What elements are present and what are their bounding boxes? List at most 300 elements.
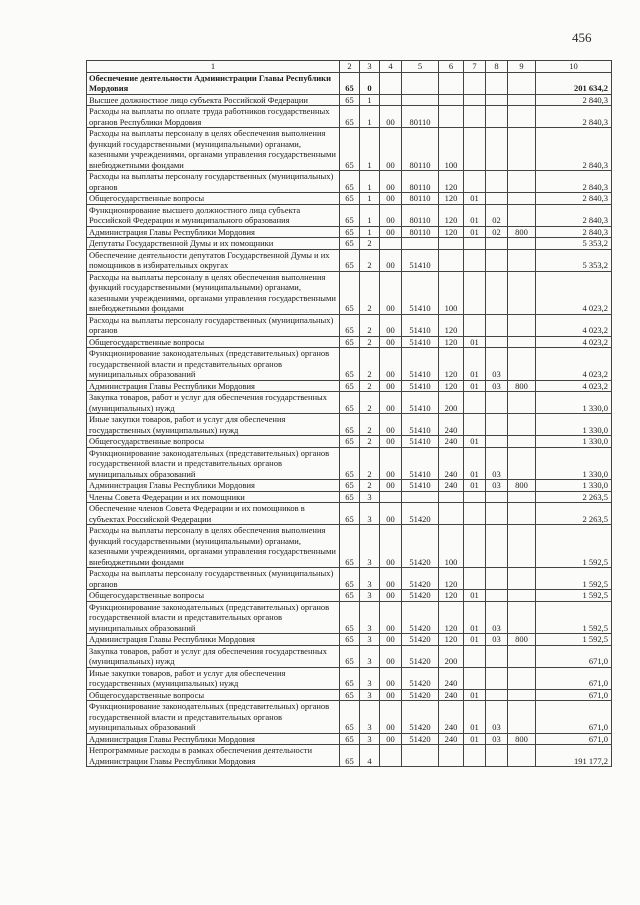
code-cell: 80110 xyxy=(402,171,439,193)
code-cell: 00 xyxy=(380,380,402,392)
code-cell: 03 xyxy=(486,480,508,492)
code-cell: 00 xyxy=(380,314,402,336)
code-cell: 3 xyxy=(360,590,380,602)
code-cell: 00 xyxy=(380,689,402,701)
code-cell: 65 xyxy=(340,392,360,414)
amount-cell: 1 330,0 xyxy=(536,436,612,448)
code-cell: 65 xyxy=(340,590,360,602)
code-cell: 01 xyxy=(464,193,486,205)
code-cell xyxy=(508,249,536,271)
code-cell: 65 xyxy=(340,667,360,689)
code-cell: 2 xyxy=(360,314,380,336)
code-cell xyxy=(464,271,486,314)
header-cell: 7 xyxy=(464,61,486,73)
page-number: 456 xyxy=(572,30,592,45)
code-cell: 00 xyxy=(380,568,402,590)
code-cell: 02 xyxy=(486,204,508,226)
code-cell: 65 xyxy=(340,436,360,448)
header-cell: 1 xyxy=(87,61,340,73)
amount-cell: 1 592,5 xyxy=(536,525,612,568)
code-cell xyxy=(439,94,464,106)
code-cell: 51410 xyxy=(402,348,439,381)
code-cell xyxy=(464,392,486,414)
code-cell: 00 xyxy=(380,249,402,271)
row-name: Члены Совета Федерации и их помощники xyxy=(87,491,340,503)
code-cell: 01 xyxy=(464,348,486,381)
code-cell xyxy=(508,667,536,689)
row-name: Администрация Главы Республики Мордовия xyxy=(87,226,340,238)
code-cell xyxy=(439,745,464,767)
code-cell: 00 xyxy=(380,525,402,568)
code-cell: 51410 xyxy=(402,414,439,436)
code-cell: 51420 xyxy=(402,568,439,590)
code-cell: 65 xyxy=(340,733,360,745)
code-cell: 65 xyxy=(340,271,360,314)
code-cell: 1 xyxy=(360,171,380,193)
code-cell: 51410 xyxy=(402,314,439,336)
code-cell: 51420 xyxy=(402,701,439,734)
code-cell: 01 xyxy=(464,601,486,634)
code-cell xyxy=(486,568,508,590)
table-row xyxy=(87,249,612,271)
code-cell xyxy=(464,503,486,525)
code-cell: 51420 xyxy=(402,590,439,602)
code-cell: 3 xyxy=(360,689,380,701)
code-cell: 00 xyxy=(380,226,402,238)
code-cell xyxy=(486,745,508,767)
code-cell: 01 xyxy=(464,701,486,734)
code-cell: 51410 xyxy=(402,392,439,414)
code-cell: 3 xyxy=(360,634,380,646)
code-cell xyxy=(464,667,486,689)
table-row xyxy=(87,348,612,381)
code-cell: 65 xyxy=(340,238,360,250)
table-row xyxy=(87,128,612,171)
table-row xyxy=(87,314,612,336)
code-cell: 2 xyxy=(360,392,380,414)
code-cell: 1 xyxy=(360,226,380,238)
code-cell: 1 xyxy=(360,193,380,205)
code-cell: 80110 xyxy=(402,128,439,171)
code-cell: 65 xyxy=(340,503,360,525)
row-name: Непрограммные расходы в рамках обеспечения деятельности Администрации Главы Республики Мордовия xyxy=(87,745,340,767)
code-cell: 120 xyxy=(439,171,464,193)
code-cell: 800 xyxy=(508,733,536,745)
row-name: Функционирование законодательных (представительных) органов государственной власти и представительных органов муниципальных образований xyxy=(87,447,340,480)
code-cell xyxy=(464,745,486,767)
code-cell xyxy=(508,689,536,701)
code-cell xyxy=(508,94,536,106)
code-cell xyxy=(402,491,439,503)
amount-cell: 2 840,3 xyxy=(536,204,612,226)
code-cell: 2 xyxy=(360,447,380,480)
code-cell xyxy=(508,414,536,436)
code-cell xyxy=(486,689,508,701)
code-cell: 120 xyxy=(439,314,464,336)
code-cell: 01 xyxy=(464,733,486,745)
code-cell: 800 xyxy=(508,480,536,492)
code-cell: 01 xyxy=(464,436,486,448)
code-cell: 03 xyxy=(486,601,508,634)
code-cell: 01 xyxy=(464,226,486,238)
code-cell: 240 xyxy=(439,447,464,480)
code-cell: 120 xyxy=(439,601,464,634)
code-cell xyxy=(486,128,508,171)
table-row xyxy=(87,568,612,590)
code-cell: 65 xyxy=(340,745,360,767)
code-cell: 01 xyxy=(464,689,486,701)
header-cell: 9 xyxy=(508,61,536,73)
code-cell xyxy=(486,171,508,193)
code-cell: 00 xyxy=(380,414,402,436)
row-name: Расходы на выплаты персоналу государственных (муниципальных) органов xyxy=(87,171,340,193)
code-cell xyxy=(464,94,486,106)
code-cell xyxy=(486,392,508,414)
code-cell: 240 xyxy=(439,701,464,734)
code-cell: 3 xyxy=(360,503,380,525)
table-row xyxy=(87,436,612,448)
amount-cell: 671,0 xyxy=(536,701,612,734)
code-cell: 2 xyxy=(360,249,380,271)
amount-cell: 1 592,5 xyxy=(536,590,612,602)
code-cell xyxy=(486,645,508,667)
amount-cell: 191 177,2 xyxy=(536,745,612,767)
row-name: Обеспечение деятельности Администрации Главы Республики Мордовия xyxy=(87,72,340,94)
code-cell xyxy=(380,72,402,94)
code-cell: 00 xyxy=(380,447,402,480)
code-cell xyxy=(464,568,486,590)
row-name: Общегосударственные вопросы xyxy=(87,193,340,205)
table-row xyxy=(87,171,612,193)
code-cell: 51410 xyxy=(402,436,439,448)
amount-cell: 4 023,2 xyxy=(536,271,612,314)
code-cell: 100 xyxy=(439,128,464,171)
code-cell xyxy=(508,590,536,602)
row-name: Администрация Главы Республики Мордовия xyxy=(87,480,340,492)
amount-cell: 1 330,0 xyxy=(536,447,612,480)
code-cell: 2 xyxy=(360,336,380,348)
code-cell: 51410 xyxy=(402,380,439,392)
code-cell: 0 xyxy=(360,72,380,94)
code-cell: 00 xyxy=(380,701,402,734)
code-cell: 65 xyxy=(340,601,360,634)
code-cell: 03 xyxy=(486,701,508,734)
code-cell: 100 xyxy=(439,271,464,314)
code-cell: 65 xyxy=(340,491,360,503)
row-name: Общегосударственные вопросы xyxy=(87,590,340,602)
code-cell: 80110 xyxy=(402,193,439,205)
table-row xyxy=(87,193,612,205)
amount-cell: 2 840,3 xyxy=(536,106,612,128)
table-row xyxy=(87,480,612,492)
code-cell: 00 xyxy=(380,590,402,602)
code-cell: 03 xyxy=(486,733,508,745)
amount-cell: 2 840,3 xyxy=(536,226,612,238)
table-row xyxy=(87,503,612,525)
code-cell: 80110 xyxy=(402,204,439,226)
code-cell: 1 xyxy=(360,128,380,171)
code-cell: 01 xyxy=(464,336,486,348)
row-name: Обеспечение деятельности депутатов Государственной Думы и их помощников в избирательных округах xyxy=(87,249,340,271)
row-name: Функционирование законодательных (представительных) органов государственной власти и представительных органов муниципальных образований xyxy=(87,701,340,734)
code-cell: 51410 xyxy=(402,480,439,492)
row-name: Администрация Главы Республики Мордовия xyxy=(87,380,340,392)
code-cell: 00 xyxy=(380,271,402,314)
code-cell xyxy=(486,238,508,250)
code-cell xyxy=(508,568,536,590)
code-cell xyxy=(439,249,464,271)
code-cell xyxy=(439,503,464,525)
code-cell: 01 xyxy=(464,380,486,392)
row-name: Общегосударственные вопросы xyxy=(87,689,340,701)
row-name: Депутаты Государственной Думы и их помощники xyxy=(87,238,340,250)
code-cell xyxy=(508,392,536,414)
code-cell: 65 xyxy=(340,249,360,271)
amount-cell: 5 353,2 xyxy=(536,238,612,250)
row-name: Администрация Главы Республики Мордовия xyxy=(87,733,340,745)
code-cell xyxy=(464,238,486,250)
code-cell xyxy=(508,491,536,503)
code-cell xyxy=(486,271,508,314)
code-cell: 00 xyxy=(380,128,402,171)
code-cell: 65 xyxy=(340,193,360,205)
table-row xyxy=(87,733,612,745)
code-cell: 51420 xyxy=(402,645,439,667)
amount-cell: 1 592,5 xyxy=(536,601,612,634)
code-cell xyxy=(508,436,536,448)
code-cell: 3 xyxy=(360,667,380,689)
code-cell xyxy=(464,128,486,171)
code-cell xyxy=(486,336,508,348)
code-cell: 3 xyxy=(360,491,380,503)
table-row xyxy=(87,226,612,238)
code-cell xyxy=(486,193,508,205)
code-cell xyxy=(508,601,536,634)
code-cell: 2 xyxy=(360,380,380,392)
code-cell: 2 xyxy=(360,348,380,381)
table-row xyxy=(87,645,612,667)
amount-cell: 1 592,5 xyxy=(536,568,612,590)
code-cell: 240 xyxy=(439,667,464,689)
code-cell xyxy=(508,72,536,94)
amount-cell: 4 023,2 xyxy=(536,380,612,392)
code-cell: 00 xyxy=(380,645,402,667)
code-cell xyxy=(508,314,536,336)
code-cell: 65 xyxy=(340,336,360,348)
code-cell: 80110 xyxy=(402,106,439,128)
code-cell: 120 xyxy=(439,568,464,590)
amount-cell: 2 840,3 xyxy=(536,171,612,193)
code-cell: 240 xyxy=(439,480,464,492)
table-row xyxy=(87,667,612,689)
code-cell xyxy=(486,525,508,568)
code-cell: 51420 xyxy=(402,503,439,525)
row-name: Расходы на выплаты персоналу в целях обеспечения выполнения функций государственными (муниципальными) органами, казенными учреждениями, органами управления государственными внебюджетными фондами xyxy=(87,128,340,171)
table-row xyxy=(87,392,612,414)
table-row xyxy=(87,204,612,226)
code-cell: 800 xyxy=(508,634,536,646)
code-cell: 80110 xyxy=(402,226,439,238)
amount-cell: 1 330,0 xyxy=(536,414,612,436)
code-cell: 65 xyxy=(340,645,360,667)
row-name: Закупка товаров, работ и услуг для обеспечения государственных (муниципальных) нужд xyxy=(87,645,340,667)
code-cell: 65 xyxy=(340,106,360,128)
code-cell: 65 xyxy=(340,348,360,381)
code-cell: 200 xyxy=(439,645,464,667)
row-name: Администрация Главы Республики Мордовия xyxy=(87,634,340,646)
code-cell xyxy=(508,238,536,250)
row-name: Расходы на выплаты персоналу государственных (муниципальных) органов xyxy=(87,568,340,590)
code-cell: 03 xyxy=(486,380,508,392)
row-name: Функционирование законодательных (представительных) органов государственной власти и представительных органов муниципальных образований xyxy=(87,348,340,381)
code-cell: 3 xyxy=(360,701,380,734)
code-cell: 65 xyxy=(340,94,360,106)
code-cell xyxy=(508,645,536,667)
code-cell xyxy=(402,238,439,250)
code-cell xyxy=(508,745,536,767)
code-cell xyxy=(464,645,486,667)
code-cell: 00 xyxy=(380,392,402,414)
code-cell xyxy=(508,193,536,205)
code-cell xyxy=(486,106,508,128)
amount-cell: 2 840,3 xyxy=(536,94,612,106)
row-name: Функционирование высшего должностного лица субъекта Российской Федерации и муниципального образования xyxy=(87,204,340,226)
code-cell: 2 xyxy=(360,238,380,250)
code-cell: 3 xyxy=(360,601,380,634)
code-cell xyxy=(508,171,536,193)
code-cell: 120 xyxy=(439,380,464,392)
amount-cell: 201 634,2 xyxy=(536,72,612,94)
code-cell: 51420 xyxy=(402,689,439,701)
code-cell: 65 xyxy=(340,525,360,568)
code-cell xyxy=(508,348,536,381)
code-cell: 120 xyxy=(439,204,464,226)
code-cell xyxy=(439,72,464,94)
row-name: Обеспечение членов Совета Федерации и их помощников в субъектах Российской Федерации xyxy=(87,503,340,525)
header-cell: 2 xyxy=(340,61,360,73)
code-cell: 800 xyxy=(508,380,536,392)
code-cell: 800 xyxy=(508,226,536,238)
code-cell: 01 xyxy=(464,634,486,646)
code-cell xyxy=(486,667,508,689)
code-cell xyxy=(380,745,402,767)
code-cell xyxy=(508,447,536,480)
code-cell: 51410 xyxy=(402,249,439,271)
code-cell: 65 xyxy=(340,128,360,171)
code-cell: 03 xyxy=(486,447,508,480)
code-cell: 00 xyxy=(380,503,402,525)
header-cell: 5 xyxy=(402,61,439,73)
code-cell: 3 xyxy=(360,525,380,568)
row-name: Расходы на выплаты персоналу государственных (муниципальных) органов xyxy=(87,314,340,336)
code-cell: 65 xyxy=(340,447,360,480)
code-cell: 120 xyxy=(439,226,464,238)
code-cell: 2 xyxy=(360,480,380,492)
table-row xyxy=(87,380,612,392)
code-cell: 51410 xyxy=(402,447,439,480)
header-row xyxy=(87,61,612,73)
table-row xyxy=(87,745,612,767)
code-cell xyxy=(508,106,536,128)
code-cell: 3 xyxy=(360,568,380,590)
row-name: Расходы на выплаты по оплате труда работников государственных органов Республики Мордовия xyxy=(87,106,340,128)
code-cell: 120 xyxy=(439,193,464,205)
code-cell: 240 xyxy=(439,689,464,701)
code-cell: 00 xyxy=(380,193,402,205)
row-name: Иные закупки товаров, работ и услуг для обеспечения государственных (муниципальных) нужд xyxy=(87,414,340,436)
code-cell xyxy=(508,336,536,348)
code-cell: 00 xyxy=(380,436,402,448)
code-cell xyxy=(464,72,486,94)
table-row xyxy=(87,238,612,250)
code-cell: 3 xyxy=(360,645,380,667)
table-body xyxy=(87,72,612,767)
code-cell: 2 xyxy=(360,436,380,448)
amount-cell: 2 263,5 xyxy=(536,503,612,525)
code-cell xyxy=(508,701,536,734)
code-cell xyxy=(380,491,402,503)
code-cell xyxy=(486,491,508,503)
code-cell: 01 xyxy=(464,447,486,480)
table-row xyxy=(87,72,612,94)
code-cell: 1 xyxy=(360,106,380,128)
code-cell: 03 xyxy=(486,348,508,381)
code-cell: 01 xyxy=(464,590,486,602)
amount-cell: 5 353,2 xyxy=(536,249,612,271)
code-cell: 00 xyxy=(380,348,402,381)
code-cell xyxy=(508,128,536,171)
code-cell xyxy=(486,503,508,525)
code-cell: 65 xyxy=(340,204,360,226)
code-cell xyxy=(402,745,439,767)
row-name: Общегосударственные вопросы xyxy=(87,436,340,448)
code-cell: 51420 xyxy=(402,733,439,745)
table-row xyxy=(87,701,612,734)
code-cell xyxy=(380,238,402,250)
code-cell: 1 xyxy=(360,204,380,226)
code-cell: 120 xyxy=(439,634,464,646)
code-cell: 01 xyxy=(464,204,486,226)
code-cell xyxy=(464,525,486,568)
table-row xyxy=(87,414,612,436)
code-cell: 00 xyxy=(380,733,402,745)
amount-cell: 671,0 xyxy=(536,733,612,745)
amount-cell: 1 330,0 xyxy=(536,480,612,492)
amount-cell: 2 840,3 xyxy=(536,193,612,205)
amount-cell: 4 023,2 xyxy=(536,348,612,381)
code-cell: 00 xyxy=(380,667,402,689)
code-cell: 65 xyxy=(340,226,360,238)
code-cell: 65 xyxy=(340,380,360,392)
code-cell: 00 xyxy=(380,634,402,646)
code-cell xyxy=(439,491,464,503)
amount-cell: 4 023,2 xyxy=(536,336,612,348)
code-cell xyxy=(508,503,536,525)
table-row xyxy=(87,491,612,503)
code-cell xyxy=(464,106,486,128)
code-cell: 200 xyxy=(439,392,464,414)
table-row xyxy=(87,634,612,646)
table-row xyxy=(87,525,612,568)
code-cell: 51420 xyxy=(402,667,439,689)
amount-cell: 1 592,5 xyxy=(536,634,612,646)
code-cell: 65 xyxy=(340,689,360,701)
code-cell: 120 xyxy=(439,590,464,602)
amount-cell: 671,0 xyxy=(536,667,612,689)
amount-cell: 4 023,2 xyxy=(536,314,612,336)
table-row xyxy=(87,447,612,480)
code-cell: 01 xyxy=(464,480,486,492)
